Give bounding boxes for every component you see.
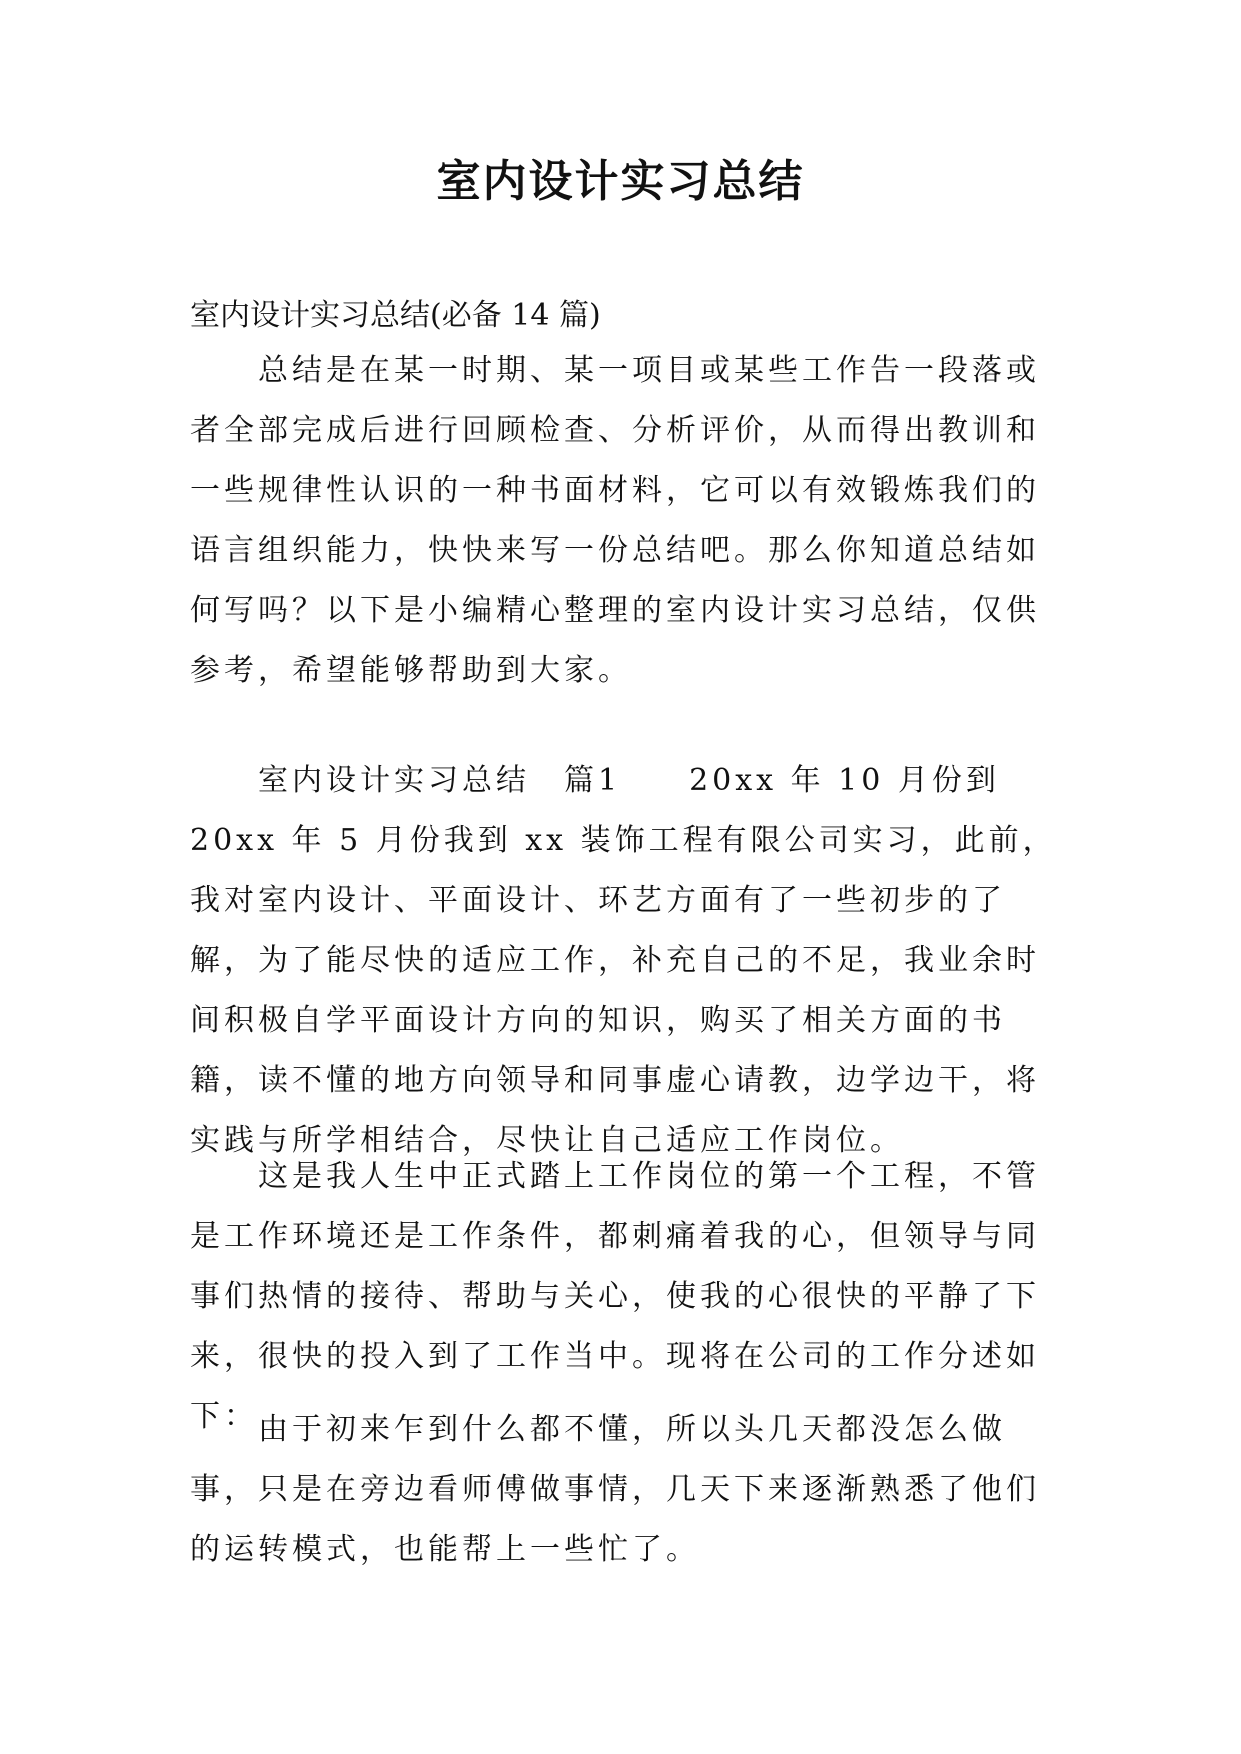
document-title: 室内设计实习总结 <box>436 156 805 207</box>
document-subtitle: 室内设计实习总结(必备 14 篇) <box>190 298 601 333</box>
body-paragraph: 由于初来乍到什么都不懂，所以头几天都没怎么做事，只是在旁边看师傅做事情，几天下来逐渐熟悉了他们的运转模式，也能帮上一些忙了。 <box>190 1412 1040 1567</box>
intro-paragraph: 总结是在某一时期、某一项目或某些工作告一段落或者全部完成后进行回顾检查、分析评价，从而得出教训和一些规律性认识的一种书面材料，它可以有效锻炼我们的语言组织能力，快快来写一份总结吧。那么你知道总结如何写吗？以下是小编精心整理的室内设计实习总结，仅供参考，希望能够帮助到大家。 <box>190 353 1040 688</box>
body-paragraph: 这是我人生中正式踏上工作岗位的第一个工程，不管是工作环境还是工作条件，都刺痛着我的心，但领导与同事们热情的接待、帮助与关心，使我的心很快的平静了下来，很快的投入到了工作当中。现将在公司的工作分述如下： <box>190 1159 1040 1434</box>
body-paragraph: 室内设计实习总结 篇1 20xx 年 10 月份到 20xx 年 5 月份我到 xx 装饰工程有限公司实习，此前，我对室内设计、平面设计、环艺方面有了一些初步的了解，为了能尽快的适应工作，补充自己的不足，我业余时间积极自学平面设计方向的知识，购买了相关方面的书籍，读不懂的地方向领导和同事虚心请教，边学边干，将实践与所学相结合，尽快让自己适应工作岗位。 <box>190 763 1057 1158</box>
